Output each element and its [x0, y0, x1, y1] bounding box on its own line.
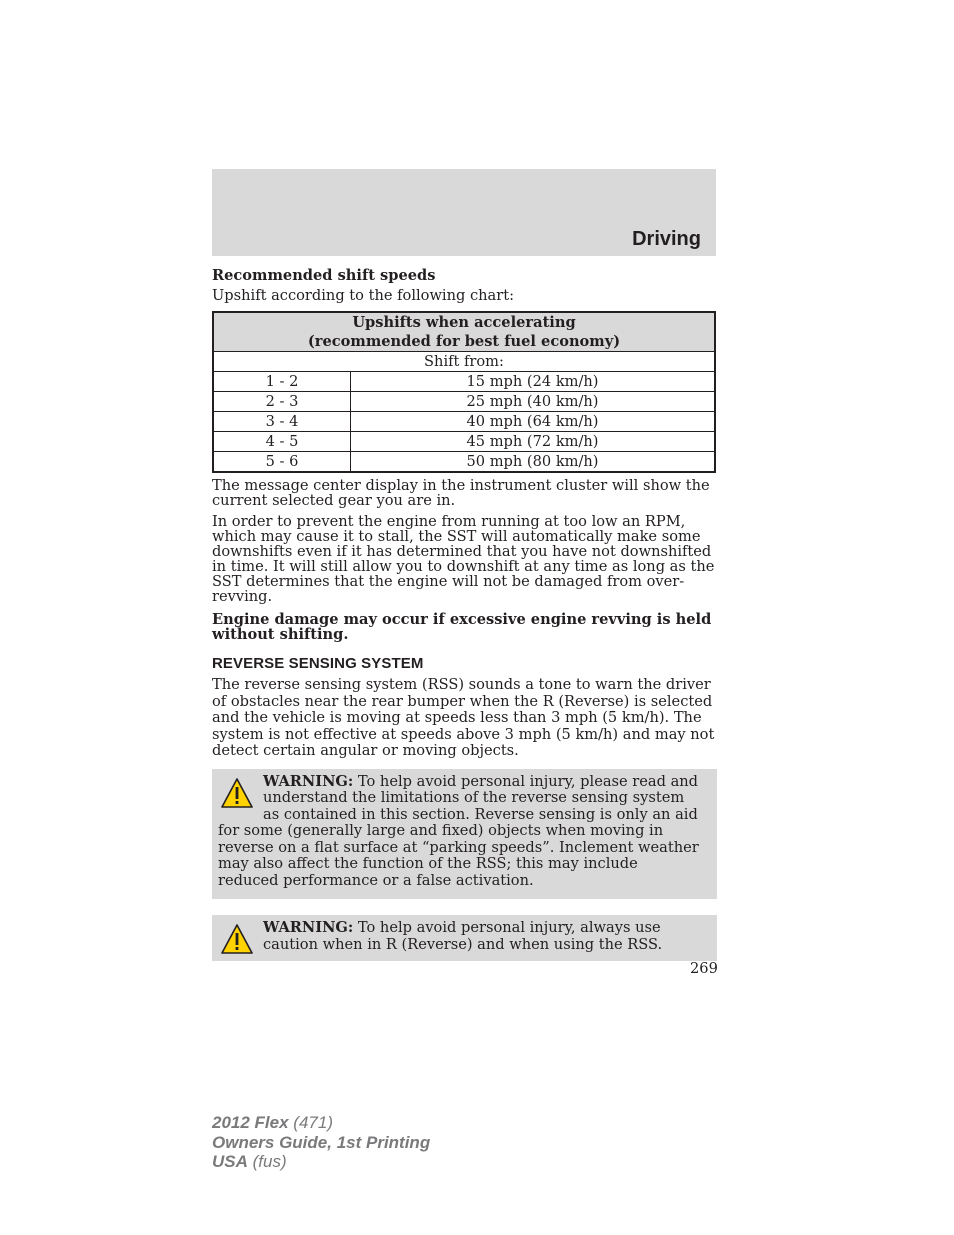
footer-market: USA	[212, 1152, 248, 1171]
gear-cell: 1 - 2	[213, 372, 351, 392]
message-center-paragraph: The message center display in the instrument cluster will show the current selected gear you are in.	[212, 477, 710, 509]
warning-box	[212, 915, 717, 961]
speed-cell: 25 mph (40 km/h)	[351, 392, 716, 412]
table-row	[213, 372, 715, 392]
table-header-line1: Upshifts when accelerating	[352, 314, 576, 331]
speed-cell: 15 mph (24 km/h)	[351, 372, 716, 392]
table-header	[213, 312, 715, 352]
speed-cell: 50 mph (80 km/h)	[351, 452, 716, 473]
footer-model: 2012 Flex	[212, 1113, 289, 1132]
shift-speeds-heading: Recommended shift speeds	[212, 267, 436, 284]
rss-heading: REVERSE SENSING SYSTEM	[212, 655, 424, 672]
warning-text: To help avoid personal injury, please read and understand the limitations of the reverse sensing system as contained in this section. Reverse sensing is only an aid for some (generally large and fixed) objects when moving in reverse on a flat surface at “parking speeds”. Inclement weather may also affect the function of the RSS; this may include reduced performance or a false activation.	[218, 772, 699, 889]
warning-box	[212, 769, 717, 900]
table-row	[213, 412, 715, 432]
shift-speeds-table	[212, 311, 716, 473]
table-header-line2: (recommended for best fuel economy)	[307, 333, 621, 350]
table-row	[213, 452, 715, 473]
section-title: Driving	[632, 228, 701, 250]
gear-cell: 2 - 3	[213, 392, 351, 412]
gear-cell: 4 - 5	[213, 432, 351, 452]
warning-label: WARNING:	[263, 772, 354, 790]
gear-cell: 3 - 4	[213, 412, 351, 432]
warning-label: WARNING:	[263, 919, 354, 936]
warning-text: To help avoid personal injury, always use caution when in R (Reverse) and when using the RSS.	[263, 919, 663, 953]
warning-triangle-icon	[221, 777, 253, 809]
engine-damage-note: Engine damage may occur if excessive engine revving is held without shifting.	[212, 611, 712, 643]
footer-imprint	[212, 1113, 430, 1172]
speed-cell: 40 mph (64 km/h)	[351, 412, 716, 432]
footer-line3	[212, 1152, 430, 1172]
gear-cell: 5 - 6	[213, 452, 351, 473]
page-number: 269	[690, 960, 718, 977]
speed-cell: 45 mph (72 km/h)	[351, 432, 716, 452]
section-header-band	[212, 169, 716, 256]
shift-speeds-intro: Upshift according to the following chart:	[212, 287, 515, 304]
footer-line2	[212, 1133, 430, 1153]
page-content	[212, 268, 717, 961]
table-row	[213, 432, 715, 452]
footer-model-code: (471)	[293, 1113, 333, 1132]
footer-guide: Owners Guide, 1st Printing	[212, 1132, 431, 1152]
footer-line1	[212, 1113, 430, 1133]
footer-market-code: (fus)	[252, 1152, 287, 1171]
sst-downshift-paragraph: In order to prevent the engine from running at too low an RPM, which may cause it to stall, the SST will automatically make some downshifts even if it has determined that you have not downshifted in time. It will still allow you to downshift at any time as long as the SST determines that the engine will not be damaged from over-revving.	[212, 513, 715, 605]
table-row	[213, 392, 715, 412]
table-subheader: Shift from:	[213, 352, 715, 372]
rss-description: The reverse sensing system (RSS) sounds a tone to warn the driver of obstacles near the rear bumper when the R (Reverse) is selected and the vehicle is moving at speeds less than 3 mph (5 km/h). The system is not effective at speeds above 3 mph (5 km/h) and may not detect certain angular or moving objects.	[212, 676, 715, 759]
warning-triangle-icon	[221, 923, 253, 955]
